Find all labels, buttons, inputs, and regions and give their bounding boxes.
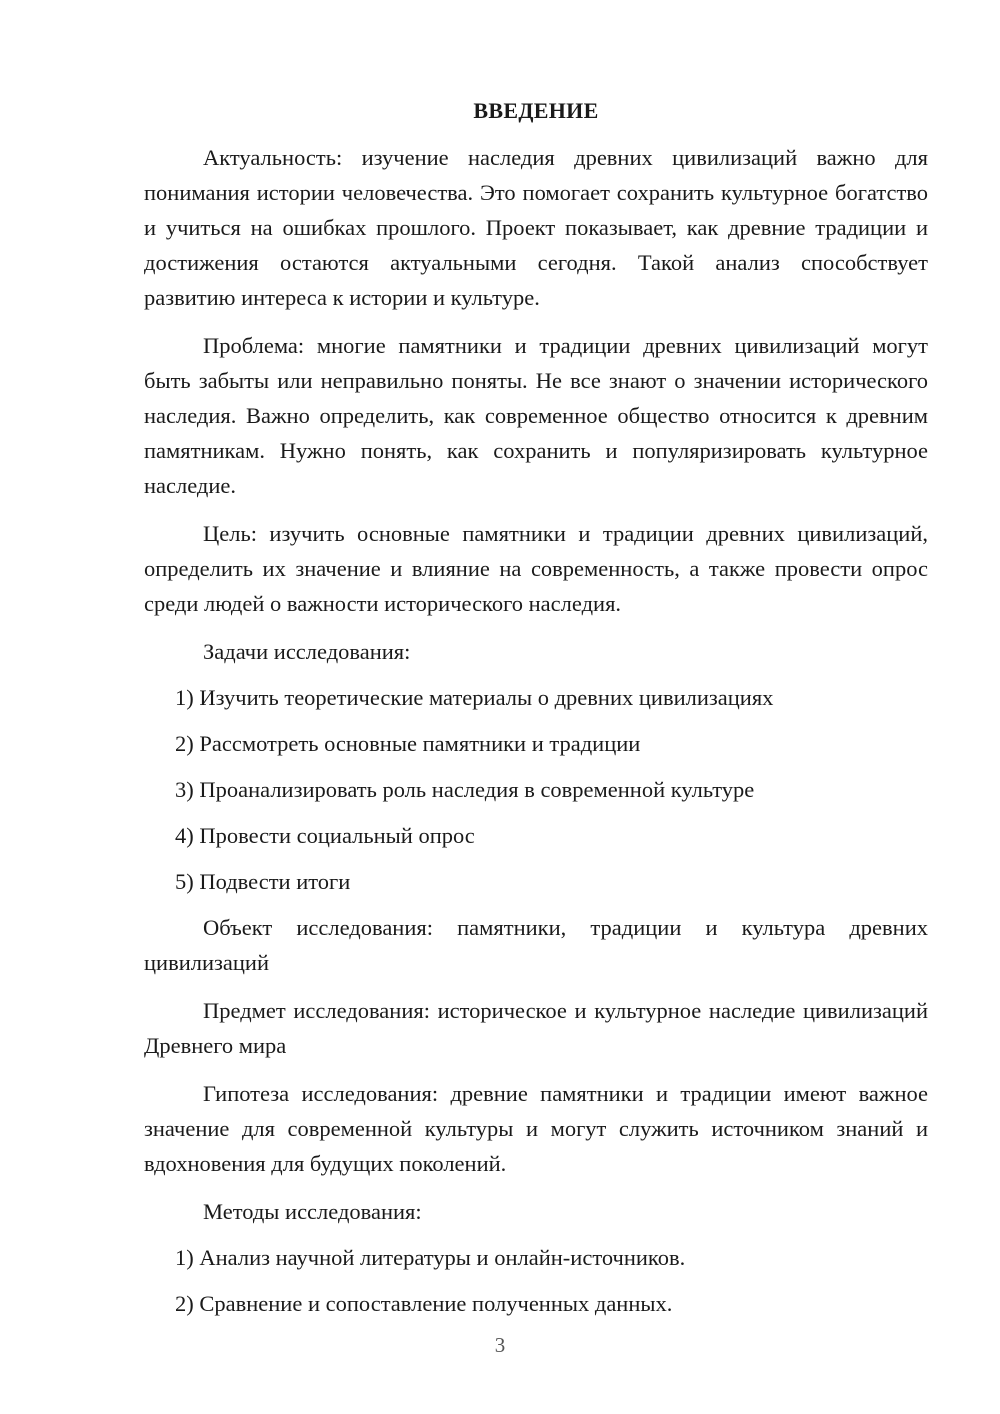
list-item: 5) Подвести итоги (175, 869, 351, 894)
list-item: 1) Анализ научной литературы и онлайн-источников. (175, 1245, 686, 1270)
methods-heading: Методы исследования: (203, 1199, 422, 1224)
list-item: 1) Изучить теоретические материалы о древних цивилизациях (175, 685, 774, 710)
hypothesis-paragraph: Гипотеза исследования: древние памятники и традиции имеют важное значение для современной культуры и могут служить источником знаний и вдохновения для будущих поколений. (144, 1081, 928, 1176)
tasks-list (144, 680, 928, 899)
list-item: 3) Проанализировать роль наследия в современной культуре (175, 777, 755, 802)
object-paragraph: Объект исследования: памятники, традиции и культура древних цивилизаций (144, 915, 928, 975)
list-item: 4) Провести социальный опрос (175, 823, 475, 848)
methods-list (144, 1240, 928, 1321)
page-number: 3 (494, 1333, 506, 1357)
document-page (144, 96, 928, 1332)
relevance-paragraph: Актуальность: изучение наследия древних цивилизаций важно для понимания истории человечества. Это помогает сохранить культурное богатство и учиться на ошибках прошлого. Проект показывает, как древние традиции и достижения остаются актуальными сегодня. Такой анализ способствует развитию интереса к истории и культуре. (144, 145, 928, 310)
subject-paragraph: Предмет исследования: историческое и культурное наследие цивилизаций Древнего мира (144, 998, 928, 1058)
page-title: ВВЕДЕНИЕ (473, 98, 599, 123)
list-item: 2) Рассмотреть основные памятники и традиции (175, 731, 641, 756)
tasks-heading: Задачи исследования: (203, 639, 411, 664)
problem-paragraph: Проблема: многие памятники и традиции древних цивилизаций могут быть забыты или неправильно поняты. Не все знают о значении исторического наследия. Важно определить, как современное общество относится к древним памятникам. Нужно понять, как сохранить и популяризировать культурное наследие. (144, 333, 928, 498)
goal-paragraph: Цель: изучить основные памятники и традиции древних цивилизаций, определить их значение и влияние на современность, а также провести опрос среди людей о важности исторического наследия. (144, 521, 928, 616)
list-item: 2) Сравнение и сопоставление полученных данных. (175, 1291, 673, 1316)
